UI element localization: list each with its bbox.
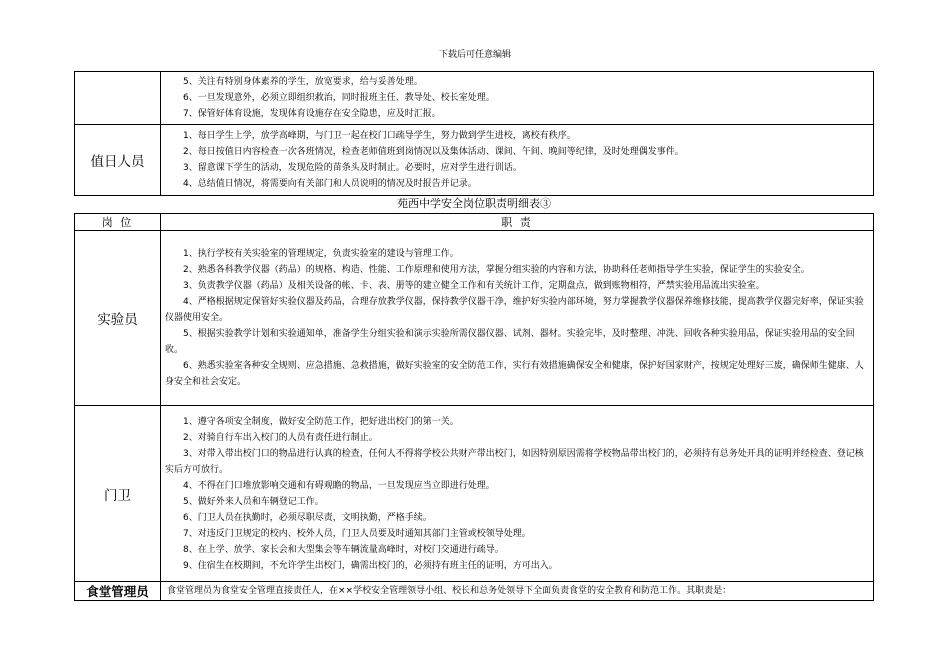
duty-line: 6、熟悉实验室各种安全规则、应急措施、急救措施，做好实验室的安全防范工作，实行有效措施确保安全和健康，保护好国家财产，按规定处理好三废，确保师生健康、人身安全和社会安定。: [165, 361, 864, 387]
role-cell: [75, 72, 161, 125]
table-row: [75, 125, 874, 196]
duty-table-3: [74, 213, 874, 601]
table-row: [75, 582, 874, 601]
role-cell-duty-staff: 值日人员: [75, 125, 161, 196]
duty-line: 8、在上学、放学、家长会和大型集会等车辆流量高峰时，对校门交通进行疏导。: [183, 544, 504, 555]
table-row: [75, 72, 874, 125]
header-role: 岗 位: [75, 214, 161, 231]
duty-line: 9、住宿生在校期间，不允许学生出校门，确需出校门的，必须持有班主任的证明，方可出入。: [183, 560, 558, 571]
role-cell-canteen-manager: 食堂管理员: [75, 582, 161, 601]
duty-line: 2、对骑自行车出入校门的人员有责任进行制止。: [183, 432, 378, 443]
role-cell-guard: 门卫: [75, 406, 161, 582]
duty-line: 3、负责教学仪器（药品）及相关设备的帐、卡、表、册等的建立健全工作和有关统计工作，定期盘点，做到账物相符，严禁实验用品流出实验室。: [183, 281, 765, 291]
page-header-note: 下载后可任意编辑: [438, 50, 511, 60]
duty-line: 5、做好外来人员和车辆登记工作。: [183, 496, 324, 507]
duty-line: 1、遵守各项安全制度，做好安全防范工作，把好进出校门的第一关。: [183, 416, 459, 427]
duty-cell: [161, 72, 874, 125]
role-cell-lab-assistant: 实验员: [75, 231, 161, 406]
duty-cell: [161, 125, 874, 196]
duty-line: 1、每日学生上学，放学高峰期，与门卫一起在校门口疏导学生，努力做到学生进校，离校有秩序。: [183, 131, 576, 141]
duty-line: 6、一旦发现意外，必须立即组织救治，同时报班主任、教导处、校长室处理。: [183, 93, 495, 103]
header-duty: 职 责: [161, 214, 874, 231]
duty-line: 5、关注有特别身体素养的学生，放宽要求，给与妥善处理。: [183, 77, 423, 87]
table-row: [75, 406, 874, 582]
duty-line: 4、总结值日情况，将需要向有关部门和人员说明的情况及时报告并记录。: [183, 179, 477, 189]
table-title: 苑西中学安全岗位职责明细表③: [397, 197, 551, 210]
duty-line: 2、熟悉各科教学仪器（药品）的规格、构造、性能、工作原理和使用方法，掌握分组实验的内容和方法，协助科任老师指导学生实验，保证学生的实验安全。: [183, 265, 810, 275]
duty-line: 3、对带入带出校门口的物品进行认真的检查，任何人不得将学校公共财产带出校门，如因特别原因需将学校物品带出校门的，必须持有总务处开具的证明并经检查、登记核实后方可放行。: [165, 448, 864, 475]
duty-line: 4、不得在门口堆放影响交通和有碍观瞻的物品，一旦发现应当立即进行处理。: [183, 480, 495, 491]
duty-cell: [161, 582, 874, 601]
duty-line: 2、每日按值日内容检查一次各班情况，检查老师值班到岗情况以及集体活动、课间、午间、晚间等纪律，及时处理偶发事件。: [183, 147, 684, 157]
duty-line: 4、严格根据规定保管好实验仪器及药品，合理存放教学仪器，保持教学仪器干净，维护好实验内部环境，努力掌握教学仪器保养维修技能，提高教学仪器完好率，保证实验仪器使用安全。: [165, 297, 864, 323]
duty-line: 7、对违反门卫规定的校内、校外人员，门卫人员要及时通知其部门主管或校领导处理。: [183, 528, 531, 539]
duty-line: 3、留意课下学生的活动，发现危险的苗条头及时制止。必要时，应对学生进行训话。: [183, 163, 522, 173]
duty-cell: [161, 406, 874, 582]
table-row: [75, 231, 874, 406]
duty-line: 食堂管理员为食堂安全管理直接责任人，在××学校安全管理领导小组、校长和总务处领导下全面负责食堂的安全教育和防范工作。其职责是：: [167, 585, 732, 596]
duty-cell: [161, 231, 874, 406]
duty-line: 6、门卫人员在执勤时，必须尽职尽责，文明执勤，严格手续。: [183, 512, 432, 523]
duty-line: 5、根据实验教学计划和实验通知单，准备学生分组实验和演示实验所需仪器仪器、试剂、器材。实验完毕，及时整理、冲洗、回收各种实验用品，保证实验用品的安全回收。: [165, 329, 855, 355]
duty-table-continued: [74, 71, 874, 196]
table-header-row: [75, 214, 874, 231]
duty-line: 7、保管好体育设施，发现体育设施存在安全隐患，应及时汇报。: [183, 109, 441, 119]
duty-line: 1、执行学校有关实验室的管理规定，负责实验室的建设与管理工作。: [183, 249, 459, 259]
